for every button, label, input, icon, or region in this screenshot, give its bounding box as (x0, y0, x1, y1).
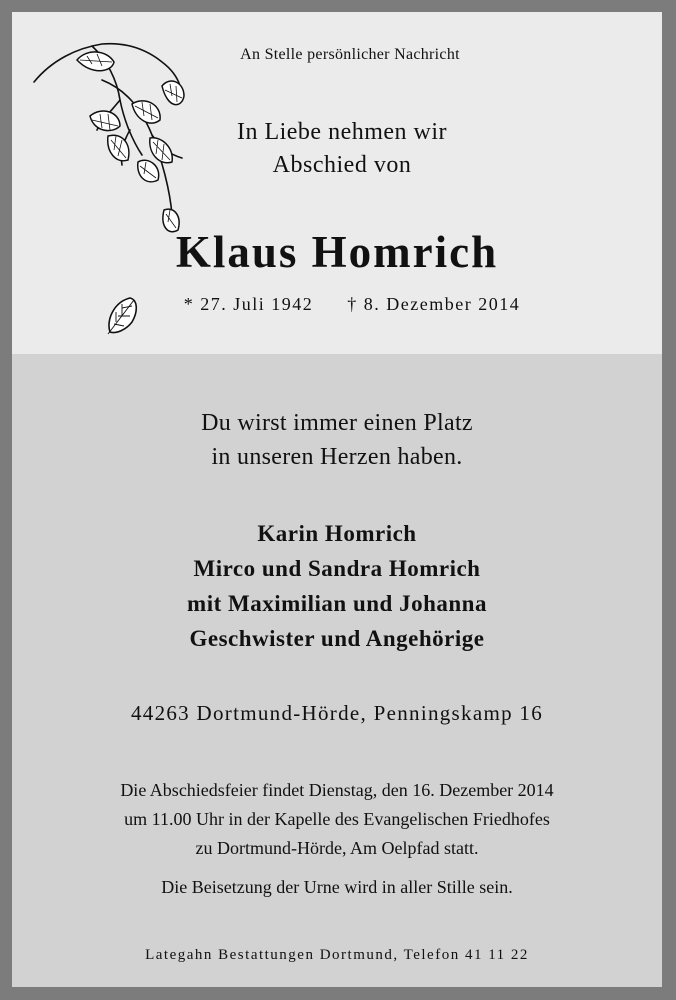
mourner-line: mit Maximilian und Johanna (187, 591, 487, 616)
ceremony-line: Die Abschiedsfeier findet Dienstag, den 16. Dezember 2014 (120, 780, 554, 800)
mourner-line: Mirco und Sandra Homrich (193, 556, 481, 581)
quote-line-2: in unseren Herzen haben. (211, 444, 463, 470)
intro-text (182, 116, 502, 182)
mourner-line: Geschwister und Angehörige (189, 626, 485, 651)
intro-line-2: Abschied von (272, 152, 412, 178)
ceremony-line: zu Dortmund-Hörde, Am Oelpfad statt. (195, 838, 479, 858)
life-dates (152, 294, 552, 315)
header-panel (12, 12, 662, 354)
birch-branch-icon (32, 40, 192, 240)
quote (107, 406, 567, 474)
family-address: 44263 Dortmund-Hörde, Penningskamp 16 (130, 701, 544, 725)
leaf-icon (104, 294, 140, 336)
obituary-notice (12, 12, 662, 987)
ceremony-info (52, 776, 622, 863)
caption: An Stelle persönlicher Nachricht (240, 46, 460, 63)
intro-line-1: In Liebe nehmen wir (236, 119, 448, 145)
mourner-line: Karin Homrich (257, 521, 417, 546)
burial-info: Die Beisetzung der Urne wird in aller Stille sein. (161, 877, 513, 897)
quote-line-1: Du wirst immer einen Platz (201, 410, 473, 436)
death-date: † 8. Dezember 2014 (347, 294, 521, 314)
birth-date: * 27. Juli 1942 (183, 294, 314, 314)
ceremony-line: um 11.00 Uhr in der Kapelle des Evangelischen Friedhofes (124, 809, 550, 829)
funeral-home-footer: Lategahn Bestattungen Dortmund, Telefon 41 11 22 (145, 947, 529, 963)
deceased-name: Klaus Homrich (175, 227, 499, 277)
mourners-list (92, 516, 582, 656)
